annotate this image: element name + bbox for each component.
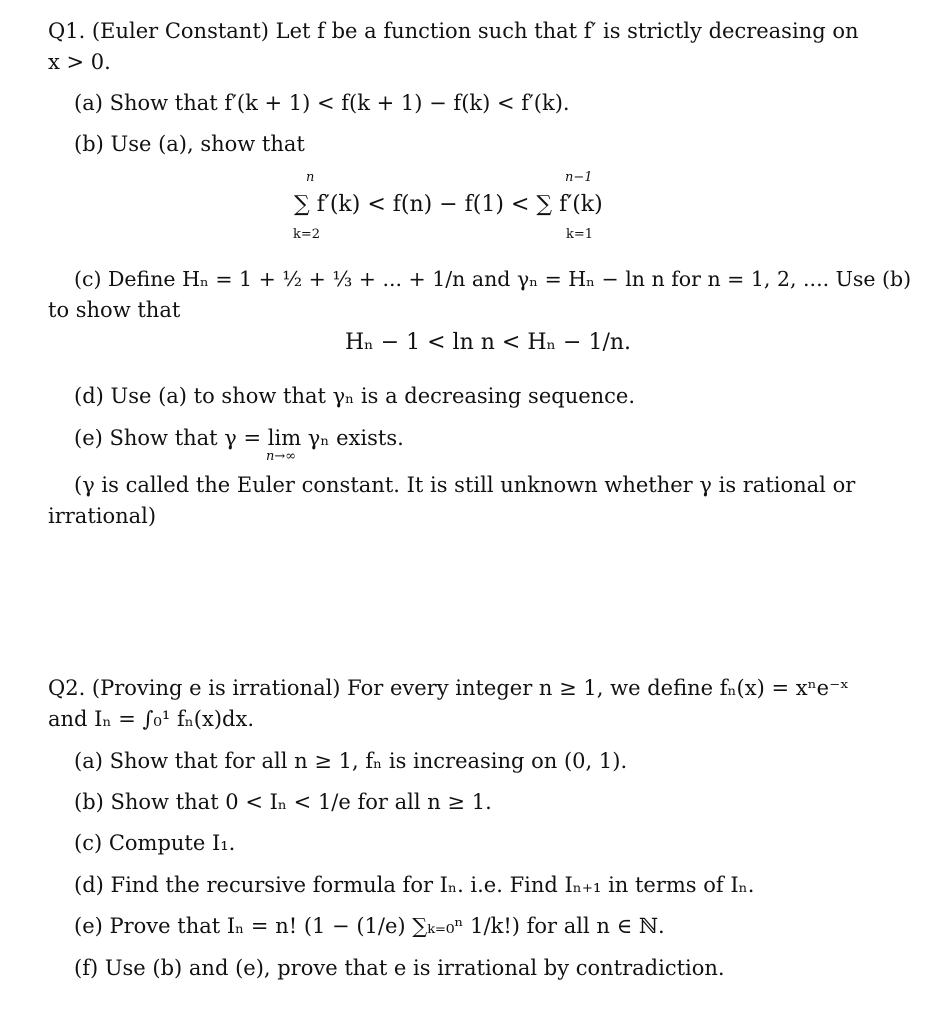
q1-part-d: (d) Use (a) to show that γₙ is a decreasing sequence. <box>74 384 636 408</box>
q2-part-a: (a) Show that for all n ≥ 1, fₙ is increasing on (0, 1). <box>74 749 628 773</box>
q2-part-e: (e) Prove that Iₙ = n! (1 − (1/e) ∑ₖ₌₀ⁿ 1/k!) for all n ∈ ℕ. <box>74 914 665 938</box>
q1-heading: Q1. (Euler Constant) Let f be a function such that f′ is strictly decreasing on <box>48 19 859 43</box>
q1-note-cont: irrational) <box>48 504 157 528</box>
limit-subscript: n→∞ <box>266 449 297 464</box>
sum1-upper: n <box>306 170 315 185</box>
q1-note: (γ is called the Euler constant. It is still unknown whether γ is rational or <box>74 473 856 497</box>
q1-b-inequality: ∑ f′(k) < f(n) − f(1) < ∑ f′(k) <box>294 192 603 217</box>
q1-heading-cont: x > 0. <box>48 50 111 74</box>
q1-part-b: (b) Use (a), show that <box>74 132 305 156</box>
sum2-lower: k=1 <box>566 227 594 242</box>
q2-heading-cont: and Iₙ = ∫₀¹ fₙ(x)dx. <box>48 707 254 731</box>
q2-part-b: (b) Show that 0 < Iₙ < 1/e for all n ≥ 1. <box>74 790 492 814</box>
q1-c-formula: Hₙ − 1 < ln n < Hₙ − 1/n. <box>345 330 632 355</box>
sum2-upper: n−1 <box>565 170 593 185</box>
q2-part-f: (f) Use (b) and (e), prove that e is irrational by contradiction. <box>74 956 725 980</box>
q2-part-c: (c) Compute I₁. <box>74 831 236 855</box>
q1-part-c: (c) Define Hₙ = 1 + ½ + ⅓ + ... + 1/n and γₙ = Hₙ − ln n for n = 1, 2, .... Use (b) <box>74 267 912 291</box>
q2-part-d: (d) Find the recursive formula for Iₙ. i.e. Find Iₙ₊₁ in terms of Iₙ. <box>74 873 755 897</box>
q1-part-c-cont: to show that <box>48 298 181 322</box>
q1-part-e: (e) Show that γ = lim γₙ exists. <box>74 426 404 450</box>
sum1-lower: k=2 <box>293 227 321 242</box>
q1-part-a: (a) Show that f′(k + 1) < f(k + 1) − f(k) < f′(k). <box>74 91 570 115</box>
q2-heading: Q2. (Proving e is irrational) For every integer n ≥ 1, we define fₙ(x) = xⁿe⁻ˣ <box>48 676 850 700</box>
